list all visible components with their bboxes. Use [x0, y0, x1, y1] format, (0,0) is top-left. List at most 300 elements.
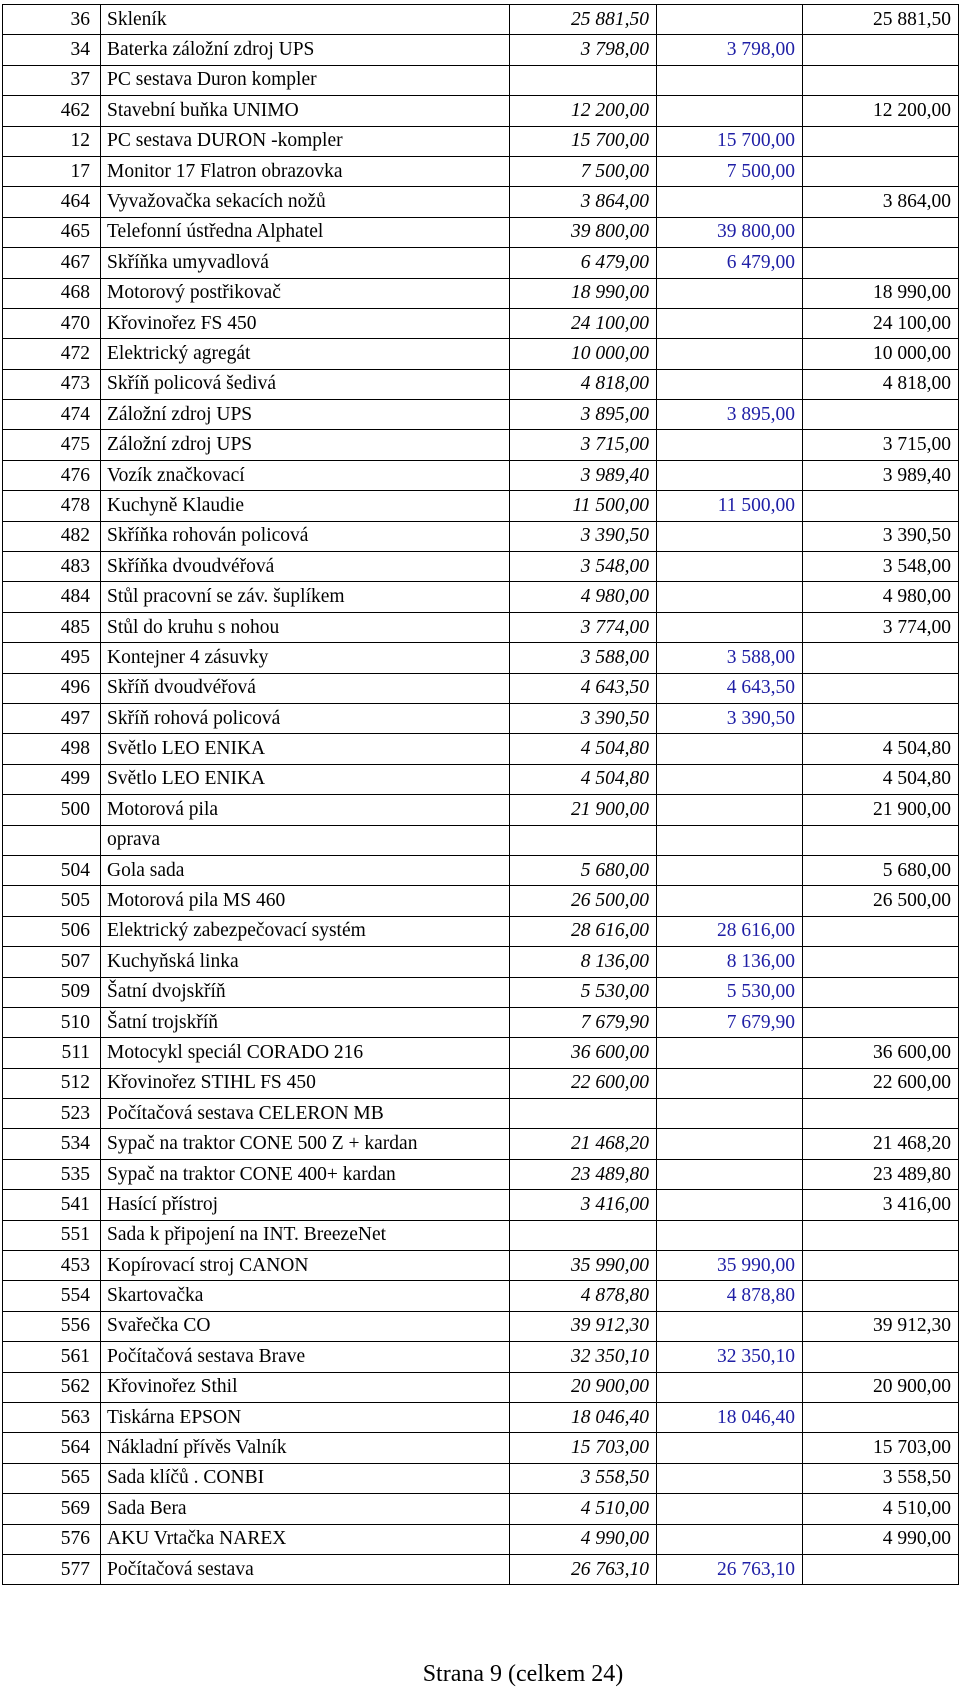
amount-column-b-cell: 4 980,00 [803, 582, 959, 612]
table-row [3, 764, 959, 794]
purchase-price-cell: 4 504,80 [510, 734, 657, 764]
item-number-cell: 510 [3, 1007, 101, 1037]
purchase-price-cell: 3 895,00 [510, 400, 657, 430]
item-number-cell: 37 [3, 65, 101, 95]
purchase-price-cell: 24 100,00 [510, 308, 657, 338]
amount-column-b-cell: 3 548,00 [803, 552, 959, 582]
table-row [3, 703, 959, 733]
purchase-price-cell: 3 548,00 [510, 552, 657, 582]
amount-column-a-cell: 4 643,50 [657, 673, 803, 703]
purchase-price-cell: 3 390,50 [510, 521, 657, 551]
purchase-price-cell: 28 616,00 [510, 916, 657, 946]
amount-column-a-cell: 7 679,90 [657, 1007, 803, 1037]
table-row [3, 126, 959, 156]
amount-column-a-cell: 28 616,00 [657, 916, 803, 946]
item-number-cell: 499 [3, 764, 101, 794]
item-name-cell: Počítačová sestava [101, 1554, 510, 1584]
item-number-cell: 485 [3, 612, 101, 642]
amount-column-b-cell: 3 774,00 [803, 612, 959, 642]
item-name-cell: Kuchyně Klaudie [101, 491, 510, 521]
amount-column-b-cell [803, 491, 959, 521]
amount-column-a-cell: 5 530,00 [657, 977, 803, 1007]
amount-column-a-cell [657, 1099, 803, 1129]
item-name-cell: PC sestava DURON -kompler [101, 126, 510, 156]
amount-column-b-cell [803, 1554, 959, 1584]
item-number-cell: 474 [3, 400, 101, 430]
table-row [3, 1494, 959, 1524]
amount-column-b-cell [803, 1402, 959, 1432]
item-number-cell: 497 [3, 703, 101, 733]
amount-column-b-cell [803, 35, 959, 65]
item-number-cell: 556 [3, 1311, 101, 1341]
page-footer: Strana 9 (celkem 24) [422, 1661, 624, 1687]
amount-column-b-cell [803, 977, 959, 1007]
table-row [3, 5, 959, 35]
amount-column-a-cell [657, 1524, 803, 1554]
table-row [3, 217, 959, 247]
amount-column-a-cell [657, 552, 803, 582]
item-name-cell: Sypač na traktor CONE 500 Z + kardan [101, 1129, 510, 1159]
amount-column-a-cell: 32 350,10 [657, 1342, 803, 1372]
amount-column-a-cell: 35 990,00 [657, 1251, 803, 1281]
table-row [3, 1251, 959, 1281]
item-number-cell: 577 [3, 1554, 101, 1584]
amount-column-b-cell [803, 1251, 959, 1281]
amount-column-b-cell [803, 126, 959, 156]
item-number-cell: 509 [3, 977, 101, 1007]
item-number-cell: 504 [3, 855, 101, 885]
table-row [3, 400, 959, 430]
table-row [3, 1433, 959, 1463]
item-name-cell: Tiskárna EPSON [101, 1402, 510, 1432]
amount-column-b-cell: 21 468,20 [803, 1129, 959, 1159]
purchase-price-cell: 11 500,00 [510, 491, 657, 521]
amount-column-b-cell [803, 916, 959, 946]
purchase-price-cell: 26 763,10 [510, 1554, 657, 1584]
item-name-cell: Telefonní ústředna Alphatel [101, 217, 510, 247]
table-row [3, 187, 959, 217]
amount-column-b-cell: 4 510,00 [803, 1494, 959, 1524]
item-name-cell: Skříňka rohován policová [101, 521, 510, 551]
amount-column-b-cell: 3 416,00 [803, 1190, 959, 1220]
item-number-cell: 473 [3, 369, 101, 399]
item-name-cell: Šatní dvojskříň [101, 977, 510, 1007]
amount-column-b-cell: 18 990,00 [803, 278, 959, 308]
purchase-price-cell: 25 881,50 [510, 5, 657, 35]
amount-column-a-cell [657, 734, 803, 764]
item-name-cell: Skříňka dvoudvéřová [101, 552, 510, 582]
table-row [3, 339, 959, 369]
amount-column-b-cell [803, 156, 959, 186]
amount-column-b-cell [803, 643, 959, 673]
amount-column-b-cell [803, 825, 959, 855]
table-row [3, 1524, 959, 1554]
purchase-price-cell: 4 990,00 [510, 1524, 657, 1554]
purchase-price-cell: 15 700,00 [510, 126, 657, 156]
table-row [3, 521, 959, 551]
item-name-cell: Záložní zdroj UPS [101, 430, 510, 460]
purchase-price-cell: 39 912,30 [510, 1311, 657, 1341]
item-name-cell: Vozík značkovací [101, 460, 510, 490]
amount-column-a-cell: 39 800,00 [657, 217, 803, 247]
purchase-price-cell: 26 500,00 [510, 886, 657, 916]
item-number-cell: 464 [3, 187, 101, 217]
item-number-cell: 500 [3, 795, 101, 825]
amount-column-b-cell: 22 600,00 [803, 1068, 959, 1098]
amount-column-b-cell: 4 504,80 [803, 734, 959, 764]
table-row [3, 1099, 959, 1129]
amount-column-a-cell [657, 855, 803, 885]
amount-column-b-cell: 5 680,00 [803, 855, 959, 885]
purchase-price-cell: 4 643,50 [510, 673, 657, 703]
item-name-cell: Motorová pila MS 460 [101, 886, 510, 916]
purchase-price-cell: 39 800,00 [510, 217, 657, 247]
amount-column-b-cell [803, 703, 959, 733]
inventory-table [2, 4, 959, 1585]
item-number-cell: 511 [3, 1038, 101, 1068]
item-number-cell: 554 [3, 1281, 101, 1311]
amount-column-b-cell [803, 400, 959, 430]
amount-column-b-cell [803, 1342, 959, 1372]
amount-column-a-cell [657, 339, 803, 369]
amount-column-b-cell: 39 912,30 [803, 1311, 959, 1341]
amount-column-a-cell [657, 1494, 803, 1524]
amount-column-a-cell [657, 612, 803, 642]
amount-column-b-cell: 3 558,50 [803, 1463, 959, 1493]
item-number-cell: 453 [3, 1251, 101, 1281]
item-number-cell: 483 [3, 552, 101, 582]
item-number-cell: 535 [3, 1159, 101, 1189]
amount-column-a-cell [657, 1038, 803, 1068]
purchase-price-cell: 18 046,40 [510, 1402, 657, 1432]
item-number-cell [3, 825, 101, 855]
table-row [3, 1311, 959, 1341]
item-name-cell: PC sestava Duron kompler [101, 65, 510, 95]
amount-column-a-cell [657, 369, 803, 399]
amount-column-b-cell [803, 1281, 959, 1311]
item-number-cell: 569 [3, 1494, 101, 1524]
purchase-price-cell: 5 530,00 [510, 977, 657, 1007]
amount-column-b-cell: 4 818,00 [803, 369, 959, 399]
item-name-cell: Motorová pila [101, 795, 510, 825]
item-number-cell: 470 [3, 308, 101, 338]
item-name-cell: Elektrický agregát [101, 339, 510, 369]
item-name-cell: Nákladní přívěs Valník [101, 1433, 510, 1463]
purchase-price-cell: 32 350,10 [510, 1342, 657, 1372]
purchase-price-cell: 23 489,80 [510, 1159, 657, 1189]
amount-column-b-cell [803, 1220, 959, 1250]
amount-column-b-cell: 15 703,00 [803, 1433, 959, 1463]
item-number-cell: 561 [3, 1342, 101, 1372]
item-number-cell: 468 [3, 278, 101, 308]
item-number-cell: 565 [3, 1463, 101, 1493]
amount-column-a-cell [657, 1433, 803, 1463]
table-row [3, 248, 959, 278]
purchase-price-cell: 35 990,00 [510, 1251, 657, 1281]
table-row [3, 1007, 959, 1037]
purchase-price-cell: 4 504,80 [510, 764, 657, 794]
purchase-price-cell: 8 136,00 [510, 947, 657, 977]
amount-column-b-cell [803, 65, 959, 95]
item-number-cell: 506 [3, 916, 101, 946]
item-name-cell: Křovinořez Sthil [101, 1372, 510, 1402]
item-number-cell: 505 [3, 886, 101, 916]
amount-column-b-cell: 4 504,80 [803, 764, 959, 794]
item-name-cell: Stavební buňka UNIMO [101, 96, 510, 126]
amount-column-a-cell: 3 588,00 [657, 643, 803, 673]
item-name-cell: Sada Bera [101, 1494, 510, 1524]
item-name-cell: Sada klíčů . CONBI [101, 1463, 510, 1493]
item-name-cell: Vyvažovačka sekacích nožů [101, 187, 510, 217]
purchase-price-cell: 3 864,00 [510, 187, 657, 217]
amount-column-b-cell: 25 881,50 [803, 5, 959, 35]
amount-column-a-cell [657, 308, 803, 338]
table-row [3, 582, 959, 612]
item-name-cell: Stůl do kruhu s nohou [101, 612, 510, 642]
table-row [3, 308, 959, 338]
amount-column-b-cell: 26 500,00 [803, 886, 959, 916]
item-name-cell: Svařečka CO [101, 1311, 510, 1341]
item-number-cell: 34 [3, 35, 101, 65]
item-number-cell: 496 [3, 673, 101, 703]
amount-column-b-cell: 3 715,00 [803, 430, 959, 460]
amount-column-a-cell [657, 1372, 803, 1402]
purchase-price-cell: 3 588,00 [510, 643, 657, 673]
item-name-cell: Záložní zdroj UPS [101, 400, 510, 430]
table-row [3, 1281, 959, 1311]
item-name-cell: Počítačová sestava CELERON MB [101, 1099, 510, 1129]
amount-column-b-cell: 24 100,00 [803, 308, 959, 338]
table-row [3, 1190, 959, 1220]
item-name-cell: Kontejner 4 zásuvky [101, 643, 510, 673]
amount-column-a-cell [657, 795, 803, 825]
table-row [3, 734, 959, 764]
table-row [3, 1129, 959, 1159]
table-row [3, 612, 959, 642]
amount-column-b-cell: 21 900,00 [803, 795, 959, 825]
purchase-price-cell: 21 900,00 [510, 795, 657, 825]
item-name-cell: Kuchyňská linka [101, 947, 510, 977]
table-row [3, 1554, 959, 1584]
table-row [3, 1220, 959, 1250]
item-number-cell: 467 [3, 248, 101, 278]
amount-column-a-cell [657, 764, 803, 794]
item-name-cell: Kopírovací stroj CANON [101, 1251, 510, 1281]
item-name-cell: oprava [101, 825, 510, 855]
item-name-cell: Šatní trojskříň [101, 1007, 510, 1037]
amount-column-a-cell [657, 825, 803, 855]
table-row [3, 825, 959, 855]
item-number-cell: 495 [3, 643, 101, 673]
item-name-cell: Motocykl speciál CORADO 216 [101, 1038, 510, 1068]
amount-column-a-cell: 4 878,80 [657, 1281, 803, 1311]
amount-column-b-cell: 12 200,00 [803, 96, 959, 126]
item-number-cell: 507 [3, 947, 101, 977]
item-number-cell: 512 [3, 1068, 101, 1098]
amount-column-b-cell [803, 673, 959, 703]
table-row [3, 460, 959, 490]
amount-column-b-cell: 3 390,50 [803, 521, 959, 551]
purchase-price-cell: 3 715,00 [510, 430, 657, 460]
table-row [3, 369, 959, 399]
amount-column-b-cell: 23 489,80 [803, 1159, 959, 1189]
table-row [3, 916, 959, 946]
amount-column-a-cell [657, 460, 803, 490]
item-number-cell: 478 [3, 491, 101, 521]
item-number-cell: 523 [3, 1099, 101, 1129]
purchase-price-cell: 18 990,00 [510, 278, 657, 308]
item-name-cell: Křovinořez FS 450 [101, 308, 510, 338]
item-number-cell: 476 [3, 460, 101, 490]
amount-column-b-cell [803, 1099, 959, 1129]
amount-column-a-cell: 18 046,40 [657, 1402, 803, 1432]
purchase-price-cell: 4 878,80 [510, 1281, 657, 1311]
item-number-cell: 484 [3, 582, 101, 612]
item-number-cell: 472 [3, 339, 101, 369]
item-name-cell: Skříňka umyvadlová [101, 248, 510, 278]
purchase-price-cell: 7 500,00 [510, 156, 657, 186]
purchase-price-cell: 10 000,00 [510, 339, 657, 369]
item-number-cell: 551 [3, 1220, 101, 1250]
item-number-cell: 36 [3, 5, 101, 35]
purchase-price-cell: 5 680,00 [510, 855, 657, 885]
amount-column-b-cell [803, 248, 959, 278]
purchase-price-cell: 6 479,00 [510, 248, 657, 278]
amount-column-b-cell [803, 947, 959, 977]
item-name-cell: Počítačová sestava Brave [101, 1342, 510, 1372]
purchase-price-cell: 15 703,00 [510, 1433, 657, 1463]
amount-column-a-cell [657, 521, 803, 551]
item-name-cell: Skříň policová šedivá [101, 369, 510, 399]
amount-column-a-cell [657, 187, 803, 217]
amount-column-b-cell: 10 000,00 [803, 339, 959, 369]
purchase-price-cell: 3 558,50 [510, 1463, 657, 1493]
amount-column-a-cell [657, 1129, 803, 1159]
item-name-cell: Skleník [101, 5, 510, 35]
table-row [3, 977, 959, 1007]
amount-column-a-cell: 26 763,10 [657, 1554, 803, 1584]
table-row [3, 96, 959, 126]
item-number-cell: 17 [3, 156, 101, 186]
amount-column-b-cell: 36 600,00 [803, 1038, 959, 1068]
table-row [3, 855, 959, 885]
item-name-cell: Křovinořez STIHL FS 450 [101, 1068, 510, 1098]
item-number-cell: 475 [3, 430, 101, 460]
amount-column-b-cell [803, 1007, 959, 1037]
table-row [3, 156, 959, 186]
table-row [3, 35, 959, 65]
item-name-cell: AKU Vrtačka NAREX [101, 1524, 510, 1554]
table-row [3, 491, 959, 521]
purchase-price-cell: 22 600,00 [510, 1068, 657, 1098]
table-row [3, 1038, 959, 1068]
item-number-cell: 562 [3, 1372, 101, 1402]
item-number-cell: 12 [3, 126, 101, 156]
purchase-price-cell [510, 1099, 657, 1129]
purchase-price-cell: 12 200,00 [510, 96, 657, 126]
item-name-cell: Skříň dvoudvéřová [101, 673, 510, 703]
purchase-price-cell: 4 818,00 [510, 369, 657, 399]
amount-column-a-cell: 6 479,00 [657, 248, 803, 278]
purchase-price-cell [510, 1220, 657, 1250]
item-name-cell: Baterka záložní zdroj UPS [101, 35, 510, 65]
item-number-cell: 462 [3, 96, 101, 126]
table-row [3, 278, 959, 308]
table-row [3, 886, 959, 916]
purchase-price-cell [510, 65, 657, 95]
item-number-cell: 482 [3, 521, 101, 551]
purchase-price-cell: 3 798,00 [510, 35, 657, 65]
item-number-cell: 465 [3, 217, 101, 247]
amount-column-a-cell [657, 886, 803, 916]
table-row [3, 430, 959, 460]
item-name-cell: Skartovačka [101, 1281, 510, 1311]
item-number-cell: 576 [3, 1524, 101, 1554]
table-row [3, 1159, 959, 1189]
table-row [3, 673, 959, 703]
purchase-price-cell: 3 989,40 [510, 460, 657, 490]
amount-column-a-cell [657, 1311, 803, 1341]
amount-column-a-cell: 3 798,00 [657, 35, 803, 65]
amount-column-a-cell: 8 136,00 [657, 947, 803, 977]
amount-column-a-cell: 15 700,00 [657, 126, 803, 156]
amount-column-a-cell [657, 582, 803, 612]
item-name-cell: Světlo LEO ENIKA [101, 764, 510, 794]
purchase-price-cell: 20 900,00 [510, 1372, 657, 1402]
purchase-price-cell: 7 679,90 [510, 1007, 657, 1037]
purchase-price-cell: 3 390,50 [510, 703, 657, 733]
purchase-price-cell: 4 510,00 [510, 1494, 657, 1524]
item-name-cell: Světlo LEO ENIKA [101, 734, 510, 764]
amount-column-a-cell [657, 1220, 803, 1250]
amount-column-a-cell [657, 1190, 803, 1220]
amount-column-a-cell: 3 390,50 [657, 703, 803, 733]
inventory-table-body [3, 5, 959, 1585]
item-number-cell: 541 [3, 1190, 101, 1220]
amount-column-b-cell [803, 217, 959, 247]
table-row [3, 1463, 959, 1493]
purchase-price-cell: 3 416,00 [510, 1190, 657, 1220]
amount-column-a-cell [657, 65, 803, 95]
item-name-cell: Hasící přístroj [101, 1190, 510, 1220]
purchase-price-cell: 21 468,20 [510, 1129, 657, 1159]
amount-column-b-cell: 20 900,00 [803, 1372, 959, 1402]
item-name-cell: Stůl pracovní se záv. šuplíkem [101, 582, 510, 612]
amount-column-a-cell: 7 500,00 [657, 156, 803, 186]
item-name-cell: Sypač na traktor CONE 400+ kardan [101, 1159, 510, 1189]
amount-column-b-cell: 3 864,00 [803, 187, 959, 217]
table-row [3, 1068, 959, 1098]
amount-column-a-cell [657, 430, 803, 460]
amount-column-a-cell [657, 278, 803, 308]
item-name-cell: Gola sada [101, 855, 510, 885]
amount-column-a-cell [657, 5, 803, 35]
purchase-price-cell: 3 774,00 [510, 612, 657, 642]
amount-column-a-cell [657, 1068, 803, 1098]
amount-column-b-cell: 4 990,00 [803, 1524, 959, 1554]
amount-column-a-cell: 3 895,00 [657, 400, 803, 430]
item-name-cell: Skříň rohová policová [101, 703, 510, 733]
item-number-cell: 564 [3, 1433, 101, 1463]
purchase-price-cell: 4 980,00 [510, 582, 657, 612]
item-name-cell: Motorový postřikovač [101, 278, 510, 308]
table-row [3, 947, 959, 977]
item-name-cell: Sada k připojení na INT. BreezeNet [101, 1220, 510, 1250]
table-row [3, 1402, 959, 1432]
purchase-price-cell: 36 600,00 [510, 1038, 657, 1068]
item-number-cell: 534 [3, 1129, 101, 1159]
purchase-price-cell [510, 825, 657, 855]
